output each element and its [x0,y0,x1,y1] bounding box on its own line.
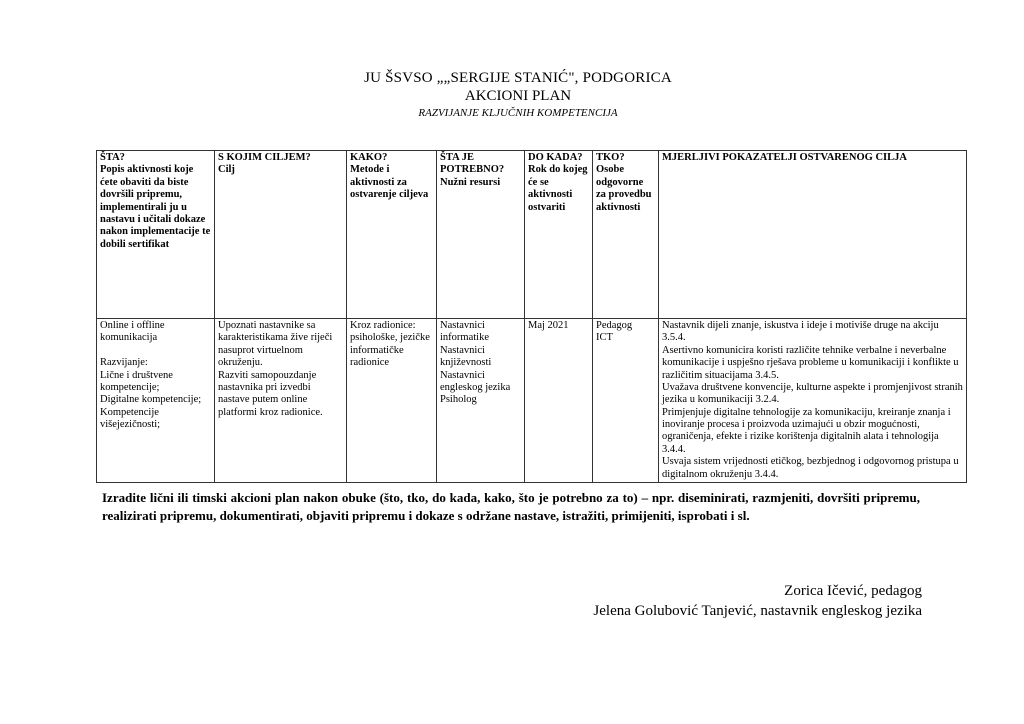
cell-aktivnosti: Online i offline komunikacija Razvijanje: Lične i društvene kompetencije; Digitalne kompetencije; Kompetencije višejezičnosti; [97,319,215,483]
signature-nastavnik: Jelena Golubović Tanjević, nastavnik engleskog jezika [593,603,922,619]
header-rok: DO KADA? Rok do kojeg će se aktivnosti ostvariti [525,151,593,319]
cell-resursi: Nastavnici informatike Nastavnici književnosti Nastavnici engleskog jezika Psiholog [437,319,525,483]
cell-pokazatelji: Nastavnik dijeli znanje, iskustva i ideje i motiviše druge na akciju 3.5.4. Asertivno komunicira koristi različite tehnike verbalne i neverbalne komunikacije i uspješno rješava probleme u komunikaciji i konflikte u različitim situacijama 3.4.5. Uvažava društvene konvencije, kulturne aspekte i promjenjivost stranih jezika u komunikaciji 3.2.4. Primjenjuje digitalne tehnologije za komunikaciju, kreiranje znanja i inoviranje procesa i proizvoda uzimajući u obzir mogućnosti, ograničenja, efekte i rizike korištenja digitalnih alata i tehnologija 3.4.4. Usvaja sistem vrijednosti etičkog, bezbjednog i odgovornog pristupa u digitalnom okruženju 3.4.4. [659,319,967,483]
signature-pedagog: Zorica Ičević, pedagog [784,583,922,599]
instruction-text: Izradite lični ili timski akcioni plan nakon obuke (što, tko, do kada, kako, što je potrebno za to) – npr. diseminirati, razmjeniti, dovršiti pripremu, realizirati pripremu, dokumentirati, objaviti pripremu i dokaze s održane nastave, istražiti, primijeniti, isprobati i sl. [102,490,920,524]
header-resursi: ŠTA JE POTREBNO? Nužni resursi [437,151,525,319]
institution-title: JU ŠSVSO „„SERGIJE STANIĆ", PODGORICA [364,70,672,86]
table-header-row [97,151,967,319]
cell-rok: Maj 2021 [525,319,593,483]
action-plan-table [96,150,967,483]
cell-cilj: Upoznati nastavnike sa karakteristikama žive riječi nasuprot virtuelnom okruženju. Razviti samopouzdanje nastavnika pri izvedbi nastave putem online platformi kroz radionice. [215,319,347,483]
header-pokazatelji: MJERLJIVI POKAZATELJI OSTVARENOG CILJA [659,151,967,319]
header-cilj: S KOJIM CILJEM? Cilj [215,151,347,319]
document-title: AKCIONI PLAN [464,88,572,104]
cell-metode: Kroz radionice: psihološke, jezičke informatičke radionice [347,319,437,483]
document-subtitle: RAZVIJANJE KLJUČNIH KOMPETENCIJA [418,107,618,119]
header-tko: TKO? Osobe odgovorne za provedbu aktivnosti [593,151,659,319]
cell-odgovorni: Pedagog ICT [593,319,659,483]
header-sta: ŠTA? Popis aktivnosti koje ćete obaviti da biste dovršili pripremu, implementirali ju u nastavu i učitali dokaze nakon implementacije te dobili sertifikat [97,151,215,319]
table-row [97,319,967,483]
header-kako: KAKO? Metode i aktivnosti za ostvarenje ciljeva [347,151,437,319]
